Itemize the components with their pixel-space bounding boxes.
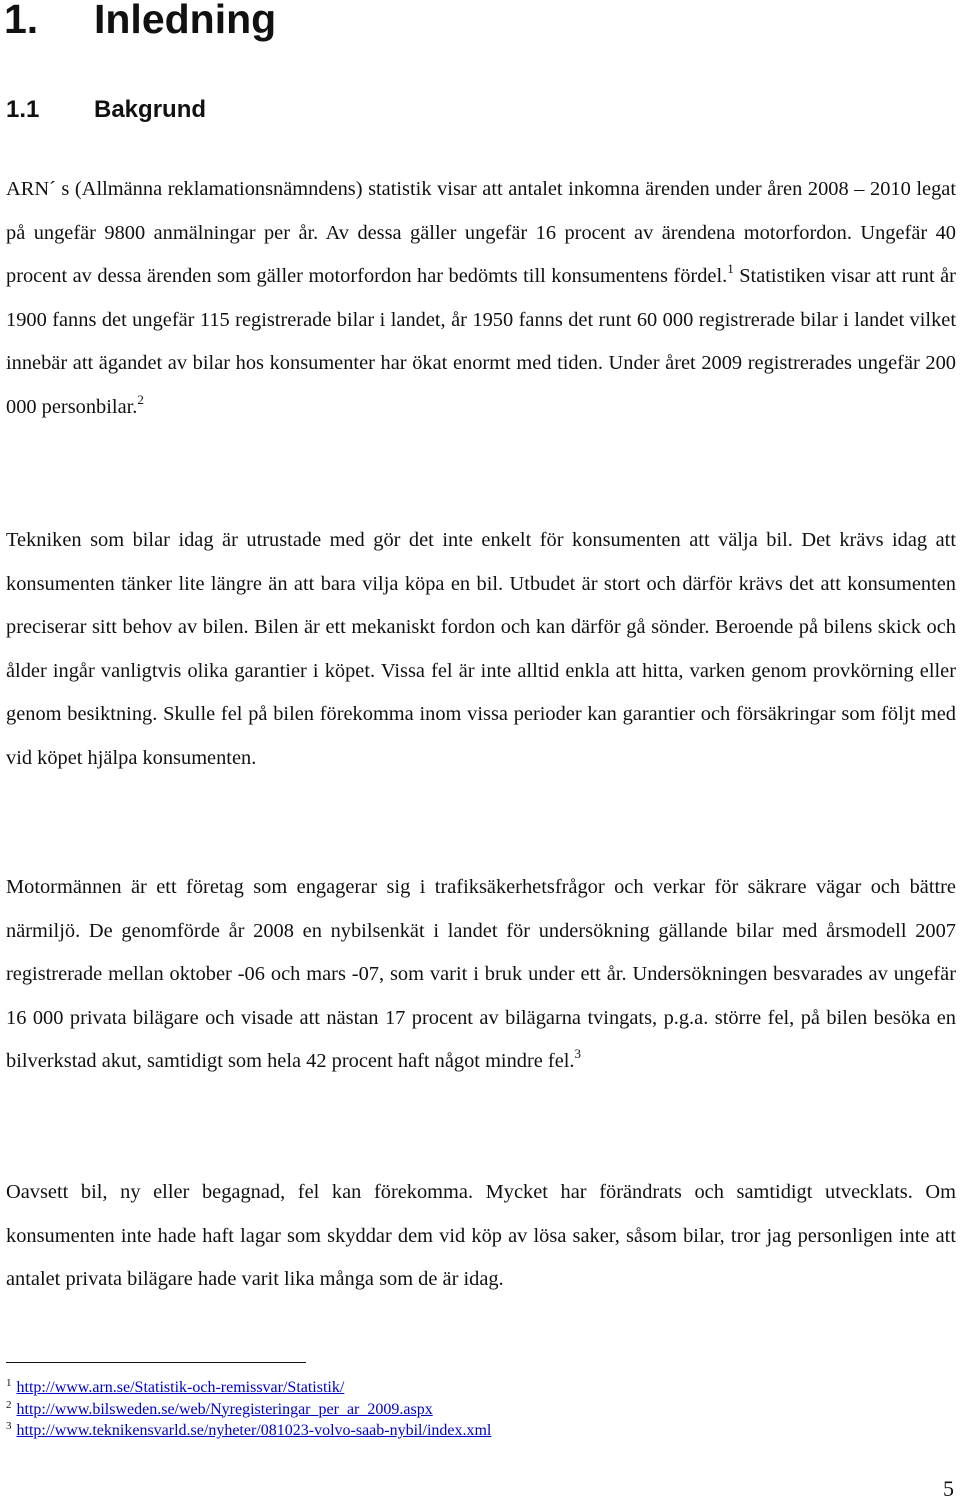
paragraph-1-text-continued: Statistiken visar att runt år 1900 fanns det ungefär 115 registrerade bilar i landet, år 1950 fanns det runt 60 000 registrerade bilar i landet vilket innebär att ägandet av bilar hos konsumenter har ökat enormt med tiden. Under året 2009 registrerades ungefär 200 000 personbilar.	[6, 265, 956, 418]
chapter-title: Inledning	[94, 0, 277, 42]
chapter-heading	[4, 0, 276, 44]
chapter-number: 1.	[4, 0, 39, 42]
footnote-1	[6, 1377, 906, 1399]
footnote-number: 3	[6, 1420, 12, 1432]
paragraph-1-text: ARN´ s (Allmänna reklamationsnämndens) statistik visar att antalet inkomna ärenden under åren 2008 – 2010 legat på ungefär 9800 anmälningar per år. Av dessa gäller ungefär 16 procent av ärendena motorfordon. Ungefär 40 procent av dessa ärenden som gäller motorfordon har bedömts till konsumentens fördel.	[6, 178, 956, 287]
footnote-link-3[interactable]: http://www.teknikensvarld.se/nyheter/081023-volvo-saab-nybil/index.xml	[16, 1422, 492, 1439]
footnote-3	[6, 1420, 906, 1442]
footnote-separator	[6, 1362, 306, 1363]
footnote-ref-3: 3	[574, 1046, 582, 1061]
footnote-link-2[interactable]: http://www.bilsweden.se/web/Nyregisteringar_per_ar_2009.aspx	[16, 1400, 433, 1418]
section-number: 1.1	[6, 96, 40, 123]
paragraph-1	[6, 168, 956, 429]
section-title: Bakgrund	[94, 96, 207, 123]
paragraph-3	[6, 866, 956, 1084]
paragraph-2-text: Tekniken som bilar idag är utrustade med gör det inte enkelt för konsumenten att välja bil. Det krävs idag att konsumenten tänker lite längre än att bara vilja köpa en bil. Utbudet är stort och därför krävs det att konsumenten preciserar sitt behov av bilen. Bilen är ett mekaniskt fordon och kan därför gå sönder. Beroende på bilens skick och ålder ingår vanligtvis olika garantier i köpet. Vissa fel är inte alltid enkla att hitta, varken genom provkörning eller genom besiktning. Skulle fel på bilen förekomma inom vissa perioder kan garantier och försäkringar som följt med vid köpet hjälpa konsumenten.	[6, 529, 956, 769]
footnote-2	[6, 1399, 906, 1421]
footnote-number: 1	[6, 1377, 12, 1389]
paragraph-4	[6, 1171, 956, 1302]
section-heading	[6, 93, 206, 127]
footnote-link-1[interactable]: http://www.arn.se/Statistik-och-remissvar/Statistik/	[16, 1379, 345, 1396]
footnote-number: 2	[6, 1398, 12, 1411]
paragraph-4-text: Oavsett bil, ny eller begagnad, fel kan förekomma. Mycket har förändrats och samtidigt utvecklats. Om konsumenten inte hade haft lagar som skyddar dem vid köp av lösa saker, såsom bilar, tror jag personligen inte att antalet privata bilägare hade varit lika många som de är idag.	[6, 1181, 956, 1290]
page-number: 5	[943, 1476, 954, 1501]
paragraph-3-text: Motormännen är ett företag som engagerar sig i trafiksäkerhetsfrågor och verkar för säkrare vägar och bättre närmiljö. De genomförde år 2008 en nybilsenkät i landet för undersökning gällande bilar med årsmodell 2007 registrerade mellan oktober -06 och mars -07, som varit i bruk under ett år. Undersökningen besvarades av ungefär 16 000 privata bilägare och visade att nästan 17 procent av bilägarna tvingats, p.g.a. större fel, på bilen besöka en bilverkstad akut, samtidigt som hela 42 procent haft något mindre fel.	[6, 876, 956, 1072]
paragraph-2	[6, 519, 956, 780]
footnotes	[6, 1377, 906, 1442]
footnote-ref-1: 1	[727, 261, 734, 276]
footnote-ref-2: 2	[137, 391, 144, 407]
